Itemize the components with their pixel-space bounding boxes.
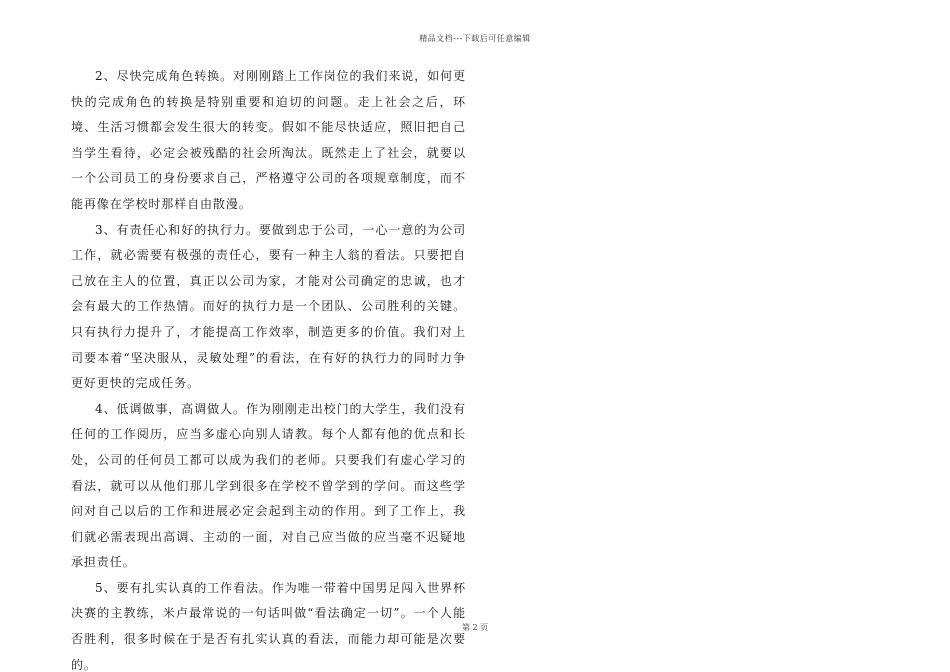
paragraph-role-transition: 2、尽快完成角色转换。对刚刚踏上工作岗位的我们来说，如何更快的完成角色的转换是特别重要和迫切的问题。走上社会之后，环境、生活习惯都会发生很大的转变。假如不能尽快适应，照旧把自己当学生看待，必定会被残酷的社会所淘汰。既然走上了社会，就要以一个公司员工的身份要求自己，严格遵守公司的各项规章制度，而不能再像在学校时那样自由散漫。 [71,69,466,211]
paragraph-responsibility: 3、有责任心和好的执行力。要做到忠于公司，一心一意的为公司工作，就必需要有极强的责任心，要有一种主人翁的看法。只要把自己放在主人的位置，真正以公司为家，才能对公司确定的忠诚，也才会有最大的工作热情。而好的执行力是一个团队、公司胜利的关键。只有执行力提升了，才能提高工作效率，制造更多的价值。我们对上司要本着“坚决服从，灵敏处理”的看法，在有好的执行力的同时力争更好更快的完成任务。 [71,222,466,391]
paragraph-low-profile: 4、低调做事，高调做人。作为刚刚走出校门的大学生，我们没有任何的工作阅历，应当多虚心向别人请教。每个人都有他的优点和长处，公司的任何员工都可以成为我们的老师。只要我们有虚心学习的看法，就可以从他们那儿学到很多在学校不曾学到的学问。而这些学问对自己以后的工作和进展必定会起到主动的作用。到了工作上，我们就必需表现出高调、主动的一面，对自己应当做的应当毫不迟疑地承担责任。 [71,401,466,570]
document-body [71,64,466,672]
paragraph-work-attitude: 5、要有扎实认真的工作看法。作为唯一带着中国男足闯入世界杯决赛的主教练，米卢最常说的一句话叫做“看法确定一切”。一个人能否胜利，很多时候在于是否有扎实认真的看法，而能力却可能是次要的。 [71,580,466,672]
page-number: 第 2 页 [461,623,489,632]
page-header: 精品文档---下载后可任意编辑 [419,34,531,43]
